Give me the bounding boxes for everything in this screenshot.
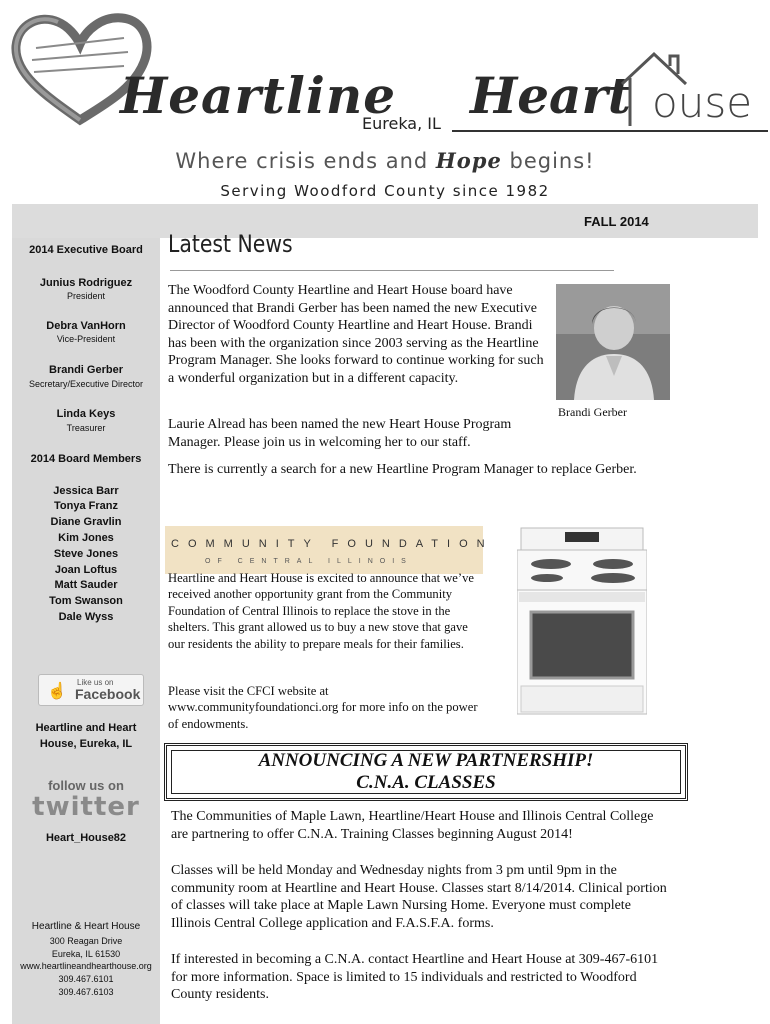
officer-name: Debra VanHorn	[46, 320, 126, 332]
twitter-badge[interactable]	[32, 778, 140, 822]
partnership-title: ANNOUNCING A NEW PARTNERSHIP!	[258, 750, 594, 771]
tagline: Where crisis ends and Hope begins!	[175, 148, 595, 173]
member-name: Diane Gravlin	[50, 516, 122, 528]
latest-news-heading: Latest News	[168, 230, 293, 258]
member-name: Dale Wyss	[58, 611, 114, 623]
partnership-banner	[164, 743, 688, 801]
masthead-heartline: Heartline	[120, 66, 397, 125]
serving-since: Serving Woodford County since 1982	[220, 182, 550, 200]
member-name: Jessica Barr	[53, 485, 119, 497]
thumbs-up-icon: ☝	[47, 683, 67, 700]
facebook-page-line1: Heartline and Heart	[35, 722, 137, 734]
news-paragraph-3: There is currently a search for a new Heartline Program Manager to replace Gerber.	[168, 462, 637, 477]
masthead-rule	[452, 130, 768, 132]
address-phone: 309.467.6101	[58, 974, 114, 984]
member-name: Steve Jones	[53, 548, 119, 560]
heading-rule	[170, 270, 614, 271]
member-name: Tonya Franz	[54, 500, 118, 512]
member-name: Kim Jones	[58, 532, 114, 544]
partnership-paragraph-3: If interested in becoming a C.N.A. contact Heartline and Heart House at 309-467-6101 for more information. Space is limited to 15 individuals and restricted to Woodford County residents.	[171, 952, 659, 1002]
officer-name: Brandi Gerber	[49, 364, 123, 376]
address-street: 300 Reagan Drive	[49, 936, 123, 946]
address-website[interactable]: www.heartlineandhearthouse.org	[20, 961, 152, 971]
officer-name: Junius Rodriguez	[39, 277, 133, 289]
sidebar	[12, 238, 160, 1024]
facebook-like-text: Like us on	[77, 678, 114, 687]
board-heading: 2014 Executive Board	[29, 244, 143, 256]
partnership-paragraph-2: Classes will be held Monday and Wednesday nights from 3 pm until 9pm in the community room at Heartline and Heart House. Classes start 8/14/2014. Clinical portion of classes will take place at Maple Lawn Nursing Home. Everyone must complete Illinois Central College application and F.A.S.F.A. forms.	[171, 863, 667, 931]
member-name: Matt Sauder	[54, 579, 118, 591]
facebook-page-line2: House, Eureka, IL	[39, 738, 133, 750]
news-paragraph-5: Please visit the CFCI website at www.communityfoundationci.org for more info on the power of endowments.	[168, 684, 478, 731]
cf-logo-name: COMMUNITY FOUNDATION	[171, 538, 494, 550]
partnership-subtitle: C.N.A. CLASSES	[356, 772, 496, 793]
address-phone-2: 309.467.6103	[58, 987, 114, 997]
address-org: Heartline & Heart House	[31, 921, 141, 932]
members-heading: 2014 Board Members	[30, 453, 142, 465]
officer-role: Secretary/Executive Director	[28, 379, 144, 389]
stove-image	[517, 526, 647, 718]
member-name: Joan Loftus	[54, 564, 118, 576]
facebook-badge[interactable]	[38, 674, 144, 706]
facebook-label: Facebook	[75, 686, 141, 702]
news-paragraph-4: Heartline and Heart House is excited to announce that we’ve received another opportunity grant from the Community Foundation of Central Illinois to replace the stove in the shelters. This grant allowed us to buy a new stove that gave our residents the ability to prepare meals for their families.	[168, 571, 474, 651]
twitter-follow-text: follow us on	[48, 778, 124, 793]
news-paragraph-1: The Woodford County Heartline and Heart House board have announced that Brandi Gerber has been named the new Executive Director of Woodford County Heartline and Heart House. Brandi has been with the organization since 2003 serving as the Heartline Program Manager. She looks forward to continue working for such a wonderful organization but in a different capacity.	[168, 283, 544, 386]
officer-name: Linda Keys	[56, 408, 116, 420]
officer-role: Vice-President	[56, 334, 116, 344]
twitter-handle: Heart_House82	[45, 832, 127, 844]
masthead-heart-word: Heart	[470, 66, 631, 125]
twitter-logo-text: twitter	[32, 792, 140, 822]
cf-logo-region: OF CENTRAL ILLINOIS	[205, 558, 413, 565]
photo-caption: Brandi Gerber	[558, 405, 627, 419]
officer-role: President	[66, 291, 106, 301]
brandi-gerber-photo	[556, 284, 670, 400]
masthead-ouse: ouse	[652, 78, 753, 127]
news-paragraph-2: Laurie Alread has been named the new Heart House Program Manager. Please join us in welcoming her to our staff.	[168, 417, 512, 450]
partnership-paragraph-1: The Communities of Maple Lawn, Heartline/Heart House and Illinois Central College are partnering to offer C.N.A. Training Classes beginning August 2014!	[171, 809, 654, 842]
issue-label: FALL 2014	[584, 214, 649, 229]
officer-role: Treasurer	[66, 423, 106, 433]
address-city: Eureka, IL 61530	[51, 949, 121, 959]
member-name: Tom Swanson	[49, 595, 123, 607]
masthead-location: Eureka, IL	[362, 114, 441, 133]
community-foundation-logo	[165, 526, 494, 574]
